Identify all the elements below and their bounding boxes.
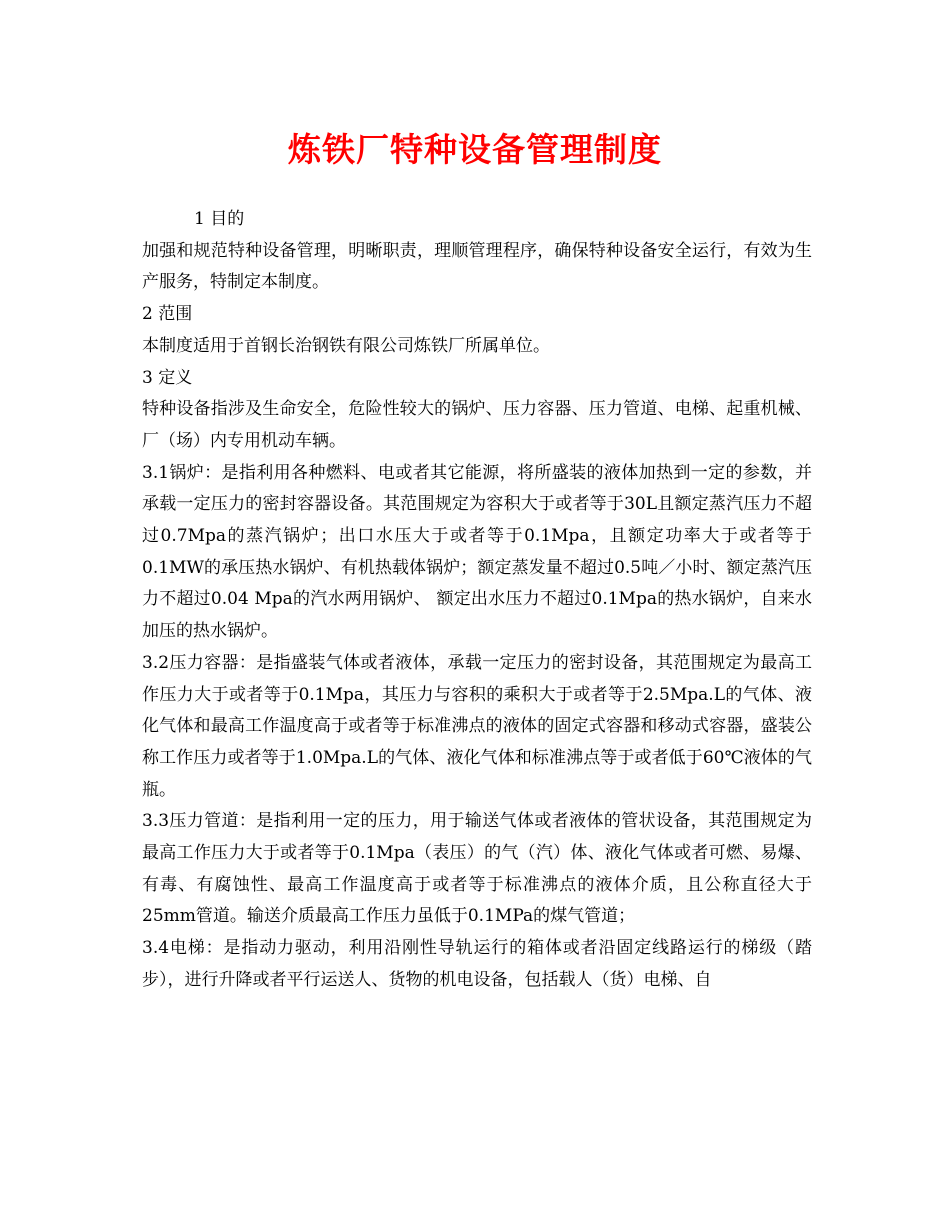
paragraph-scope: 本制度适用于首钢长治钢铁有限公司炼铁厂所属单位。 xyxy=(142,335,550,356)
paragraph-pressure-vessel: 3.2压力容器：是指盛装气体或者液体，承载一定压力的密封设备，其范围规定为最高工作压力大于或者等于0.1Mpa，其压力与容积的乘积大于或者等于2.5Mpa.L的气体、液化气体和最高工作温度高于或者等于标准沸点的液体的固定式容器和移动式容器，盛装公称工作压力或者等于1.0Mpa.L的气体、液化气体和标准沸点等于或者低于60℃液体的气瓶。 xyxy=(142,652,812,800)
section-heading-definition: 3 定义 xyxy=(142,367,193,388)
document-body xyxy=(142,204,812,997)
section-heading-scope: 2 范围 xyxy=(142,304,193,325)
paragraph-definition: 特种设备指涉及生命安全，危险性较大的锅炉、压力容器、压力管道、电梯、起重机械、厂（场）内专用机动车辆。 xyxy=(142,399,812,451)
paragraph-purpose: 加强和规范特种设备管理，明晰职责，理顺管理程序，确保特种设备安全运行，有效为生产服务，特制定本制度。 xyxy=(142,240,812,293)
section-heading-purpose: 1 目的 xyxy=(194,209,245,229)
paragraph-boiler: 3.1锅炉：是指利用各种燃料、电或者其它能源，将所盛装的液体加热到一定的参数，并承载一定压力的密封容器设备。其范围规定为容积大于或者等于30L且额定蒸汽压力不超过0.7Mpa的蒸汽锅炉；出口水压大于或者等于0.1Mpa，且额定功率大于或者等于0.1MW的承压热水锅炉、有机热载体锅炉；额定蒸发量不超过0.5吨／小时、额定蒸汽压力不超过0.04 Mpa的汽水两用锅炉、 额定出水压力不超过0.1Mpa的热水锅炉，自来水加压的热水锅炉。 xyxy=(142,462,812,642)
paragraph-pressure-pipeline: 3.3压力管道：是指利用一定的压力，用于输送气体或者液体的管状设备，其范围规定为最高工作压力大于或者等于0.1Mpa（表压）的气（汽）体、液化气体或者可燃、易爆、有毒、有腐蚀性、最高工作温度高于或者等于标准沸点的液体介质，且公称直径大于25mm管道。输送介质最高工作压力虽低于0.1MPa的煤气管道； xyxy=(142,811,812,927)
document-title: 炼铁厂特种设备管理制度 xyxy=(288,130,662,169)
paragraph-elevator: 3.4电梯：是指动力驱动，利用沿刚性导轨运行的箱体或者沿固定线路运行的梯级（踏步），进行升降或者平行运送人、货物的机电设备，包括载人（货）电梯、自 xyxy=(142,938,812,990)
